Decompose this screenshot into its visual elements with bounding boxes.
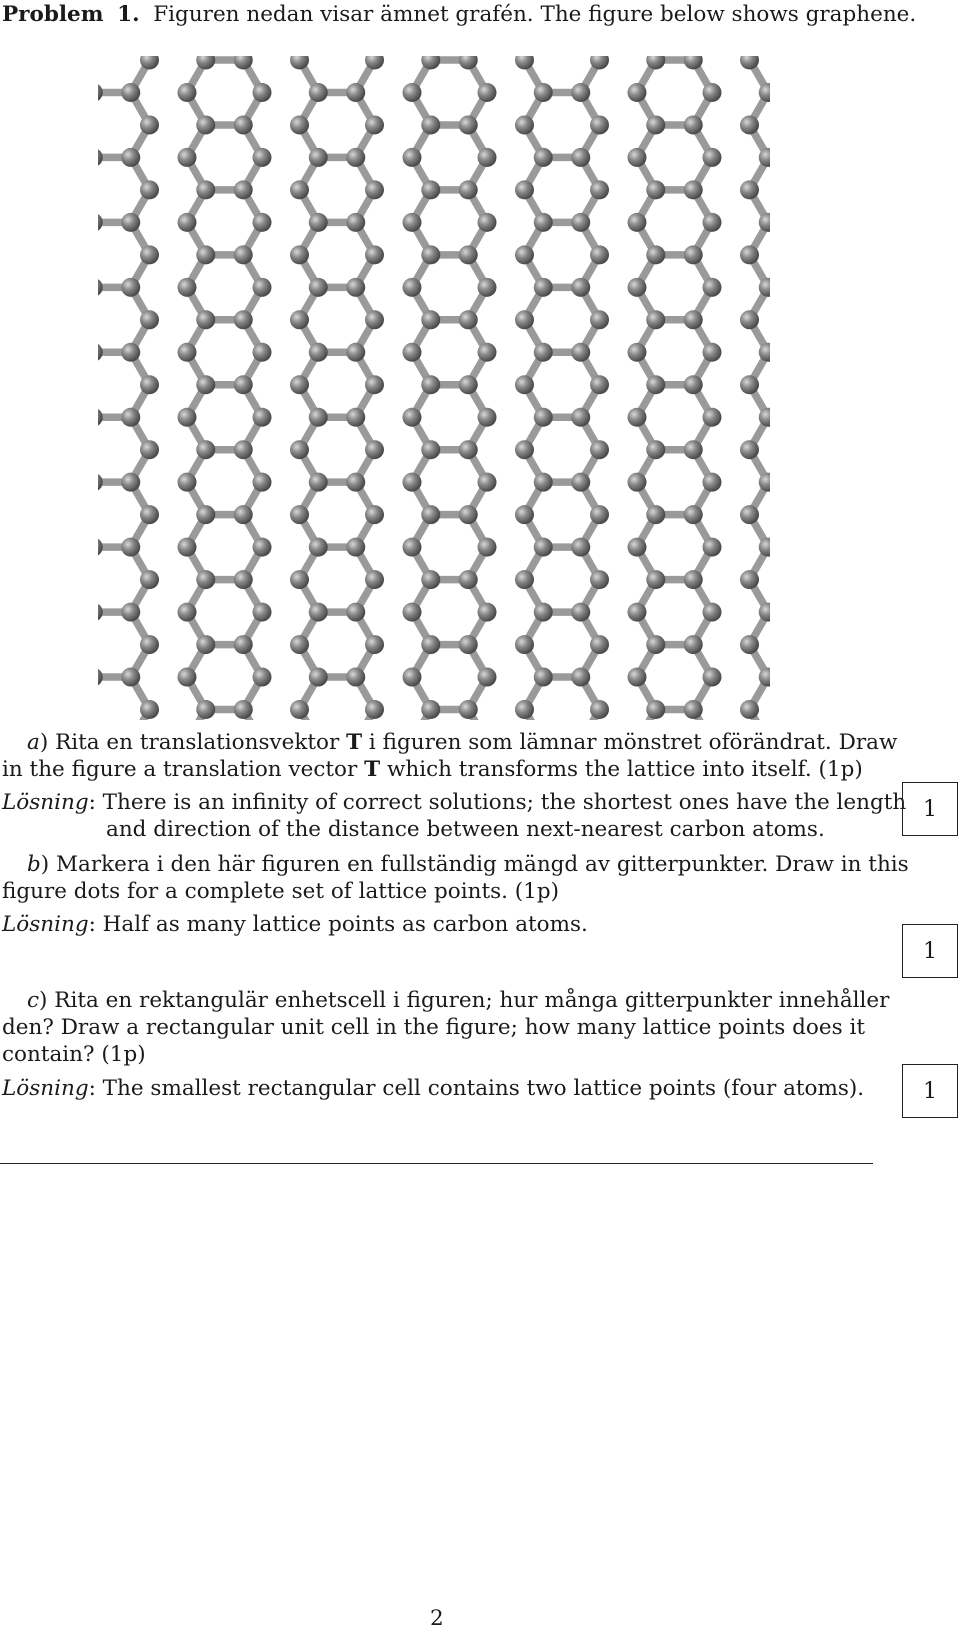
- carbon-atom: [403, 278, 422, 297]
- carbon-atom: [571, 278, 590, 297]
- carbon-atom: [309, 603, 328, 622]
- carbon-atom: [196, 115, 215, 134]
- carbon-atom: [178, 278, 197, 297]
- carbon-atom: [534, 343, 553, 362]
- carbon-atom: [290, 635, 309, 654]
- carbon-atom: [590, 700, 609, 719]
- carbon-atom: [534, 148, 553, 167]
- carbon-atom: [590, 440, 609, 459]
- carbon-atom: [684, 635, 703, 654]
- carbon-atom: [178, 213, 197, 232]
- carbon-atom: [421, 440, 440, 459]
- part-b-solution-line1: Lösning: Half as many lattice points as carbon atoms.: [2, 912, 588, 937]
- carbon-atom: [196, 505, 215, 524]
- carbon-atom: [121, 213, 140, 232]
- carbon-atom: [421, 180, 440, 199]
- carbon-atom: [196, 700, 215, 719]
- carbon-atom: [740, 115, 759, 134]
- carbon-atom: [98, 213, 103, 232]
- graphene-lattice-svg: [98, 56, 770, 720]
- carbon-atom: [234, 440, 253, 459]
- carbon-atom: [459, 635, 478, 654]
- carbon-atom: [628, 668, 647, 687]
- carbon-atom: [178, 408, 197, 427]
- part-b-line1: b) Markera i den här figuren en fullständig mängd av gitterpunkter. Draw in this: [27, 852, 909, 877]
- carbon-atom: [196, 440, 215, 459]
- carbon-atom: [684, 115, 703, 134]
- carbon-atom: [646, 115, 665, 134]
- carbon-atom: [646, 505, 665, 524]
- part-a-solution-line2: and direction of the distance between next-nearest carbon atoms.: [106, 817, 825, 842]
- carbon-atom: [140, 180, 159, 199]
- carbon-atom: [365, 310, 384, 329]
- carbon-atom: [290, 700, 309, 719]
- carbon-atom: [703, 213, 722, 232]
- carbon-atom: [346, 148, 365, 167]
- carbon-atom: [253, 278, 272, 297]
- carbon-atom: [140, 375, 159, 394]
- carbon-atom: [421, 310, 440, 329]
- carbon-atom: [140, 505, 159, 524]
- carbon-atom: [178, 148, 197, 167]
- carbon-atom: [196, 635, 215, 654]
- carbon-atom: [346, 83, 365, 102]
- carbon-atom: [571, 83, 590, 102]
- carbon-atom: [515, 180, 534, 199]
- carbon-atom: [740, 245, 759, 264]
- part-c-letter: c: [27, 988, 40, 1013]
- solution-label: Lösning: [2, 1076, 89, 1101]
- carbon-atom: [253, 668, 272, 687]
- carbon-atom: [459, 245, 478, 264]
- carbon-atom: [515, 700, 534, 719]
- carbon-atom: [515, 310, 534, 329]
- carbon-atom: [421, 245, 440, 264]
- carbon-atom: [121, 148, 140, 167]
- carbon-atom: [196, 180, 215, 199]
- carbon-atom: [703, 603, 722, 622]
- carbon-atom: [234, 375, 253, 394]
- carbon-atom: [98, 83, 103, 102]
- carbon-atom: [703, 538, 722, 557]
- carbon-atom: [290, 310, 309, 329]
- carbon-atom: [740, 440, 759, 459]
- carbon-atom: [590, 245, 609, 264]
- carbon-atom: [421, 700, 440, 719]
- carbon-atom: [628, 473, 647, 492]
- carbon-atom: [234, 635, 253, 654]
- carbon-atom: [534, 278, 553, 297]
- carbon-atom: [98, 538, 103, 557]
- carbon-atom: [590, 570, 609, 589]
- carbon-atom: [253, 408, 272, 427]
- carbon-atom: [121, 278, 140, 297]
- carbon-atom: [309, 538, 328, 557]
- part-a-score-box: 1: [902, 782, 958, 836]
- carbon-atom: [515, 440, 534, 459]
- carbon-atom: [403, 83, 422, 102]
- carbon-atom: [459, 700, 478, 719]
- carbon-atom: [403, 408, 422, 427]
- carbon-atom: [121, 343, 140, 362]
- carbon-atom: [253, 148, 272, 167]
- carbon-atom: [403, 603, 422, 622]
- carbon-atom: [365, 440, 384, 459]
- carbon-atom: [178, 603, 197, 622]
- carbon-atom: [309, 408, 328, 427]
- section-divider: [0, 1163, 873, 1164]
- carbon-atom: [121, 473, 140, 492]
- carbon-atom: [196, 245, 215, 264]
- carbon-atom: [646, 440, 665, 459]
- carbon-atom: [253, 538, 272, 557]
- carbon-atom: [684, 700, 703, 719]
- problem-heading: [2, 2, 916, 28]
- carbon-atom: [253, 213, 272, 232]
- carbon-atom: [346, 213, 365, 232]
- carbon-atom: [140, 440, 159, 459]
- carbon-atom: [253, 83, 272, 102]
- carbon-atom: [534, 83, 553, 102]
- carbon-atom: [740, 180, 759, 199]
- carbon-atom: [478, 83, 497, 102]
- carbon-atom: [365, 635, 384, 654]
- carbon-atom: [346, 278, 365, 297]
- carbon-atom: [703, 278, 722, 297]
- carbon-atom: [365, 180, 384, 199]
- carbon-atom: [684, 180, 703, 199]
- carbon-atom: [534, 668, 553, 687]
- carbon-atom: [478, 343, 497, 362]
- carbon-atom: [346, 408, 365, 427]
- carbon-atom: [365, 245, 384, 264]
- page-number: 2: [430, 1606, 444, 1631]
- carbon-atom: [703, 668, 722, 687]
- carbon-atom: [234, 700, 253, 719]
- carbon-atom: [590, 635, 609, 654]
- carbon-atom: [628, 148, 647, 167]
- carbon-atom: [459, 570, 478, 589]
- carbon-atom: [590, 505, 609, 524]
- carbon-atom: [346, 538, 365, 557]
- carbon-atom: [590, 310, 609, 329]
- carbon-atom: [196, 570, 215, 589]
- carbon-atom: [140, 700, 159, 719]
- carbon-atom: [421, 635, 440, 654]
- carbon-atom: [459, 115, 478, 134]
- carbon-atom: [478, 278, 497, 297]
- part-a-line1: a) Rita en translationsvektor T i figuren som lämnar mönstret oförändrat. Draw: [27, 730, 898, 755]
- carbon-atom: [740, 505, 759, 524]
- carbon-atom: [571, 603, 590, 622]
- part-a-solution-line1: Lösning: There is an infinity of correct solutions; the shortest ones have the length: [2, 790, 907, 815]
- carbon-atom: [628, 603, 647, 622]
- carbon-atom: [290, 570, 309, 589]
- carbon-atom: [478, 213, 497, 232]
- carbon-atom: [290, 505, 309, 524]
- carbon-atom: [646, 700, 665, 719]
- carbon-atom: [571, 408, 590, 427]
- carbon-atom: [684, 570, 703, 589]
- carbon-atom: [571, 148, 590, 167]
- carbon-atom: [178, 343, 197, 362]
- carbon-atom: [178, 83, 197, 102]
- carbon-atom: [98, 278, 103, 297]
- problem-intro: Figuren nedan visar ämnet grafén. The figure below shows graphene.: [153, 2, 917, 27]
- carbon-atom: [290, 180, 309, 199]
- carbon-atom: [346, 343, 365, 362]
- part-b-score-box: 1: [902, 924, 958, 978]
- carbon-atom: [628, 408, 647, 427]
- carbon-atom: [403, 343, 422, 362]
- carbon-atom: [478, 148, 497, 167]
- carbon-atom: [459, 375, 478, 394]
- problem-label: Problem: [2, 2, 104, 27]
- carbon-atom: [234, 115, 253, 134]
- carbon-atom: [403, 473, 422, 492]
- carbon-atom: [121, 408, 140, 427]
- carbon-atom: [684, 440, 703, 459]
- carbon-atom: [365, 700, 384, 719]
- carbon-atom: [459, 505, 478, 524]
- carbon-atom: [196, 375, 215, 394]
- carbon-atom: [140, 245, 159, 264]
- carbon-atom: [628, 83, 647, 102]
- carbon-atom: [309, 213, 328, 232]
- part-a-letter: a: [27, 730, 40, 755]
- carbon-atom: [403, 538, 422, 557]
- carbon-atom: [98, 473, 103, 492]
- carbon-atom: [421, 505, 440, 524]
- carbon-atom: [590, 115, 609, 134]
- carbon-atom: [403, 668, 422, 687]
- carbon-atom: [684, 375, 703, 394]
- carbon-atom: [534, 473, 553, 492]
- carbon-atom: [684, 505, 703, 524]
- carbon-atom: [571, 473, 590, 492]
- carbon-atom: [628, 538, 647, 557]
- carbon-atom: [309, 668, 328, 687]
- carbon-atom: [346, 668, 365, 687]
- solution-label: Lösning: [2, 790, 89, 815]
- carbon-atom: [178, 473, 197, 492]
- carbon-atom: [703, 408, 722, 427]
- carbon-atom: [628, 343, 647, 362]
- carbon-atom: [253, 343, 272, 362]
- part-b-letter: b: [27, 852, 41, 877]
- carbon-atom: [365, 505, 384, 524]
- carbon-atom: [515, 570, 534, 589]
- carbon-atom: [515, 245, 534, 264]
- carbon-atom: [459, 310, 478, 329]
- carbon-atom: [646, 635, 665, 654]
- carbon-atom: [534, 213, 553, 232]
- part-c-score-box: 1: [902, 1064, 958, 1118]
- carbon-atom: [571, 213, 590, 232]
- carbon-atom: [478, 538, 497, 557]
- carbon-atom: [684, 310, 703, 329]
- carbon-atom: [421, 115, 440, 134]
- carbon-atom: [140, 115, 159, 134]
- carbon-atom: [309, 278, 328, 297]
- carbon-atom: [478, 473, 497, 492]
- carbon-atom: [234, 505, 253, 524]
- carbon-atom: [703, 83, 722, 102]
- carbon-atom: [234, 310, 253, 329]
- graphene-lattice-figure: [98, 56, 770, 720]
- carbon-atom: [98, 343, 103, 362]
- part-b-line2: figure dots for a complete set of lattice points. (1p): [2, 879, 560, 904]
- carbon-atom: [571, 343, 590, 362]
- carbon-atom: [121, 83, 140, 102]
- carbon-atom: [346, 603, 365, 622]
- part-c-line2: den? Draw a rectangular unit cell in the figure; how many lattice points does it: [2, 1015, 865, 1040]
- carbon-atom: [740, 310, 759, 329]
- carbon-atom: [628, 278, 647, 297]
- carbon-atom: [121, 603, 140, 622]
- carbon-atom: [646, 375, 665, 394]
- carbon-atom: [703, 343, 722, 362]
- carbon-atom: [740, 700, 759, 719]
- problem-number: 1.: [117, 2, 140, 27]
- carbon-atom: [740, 375, 759, 394]
- carbon-atom: [346, 473, 365, 492]
- carbon-atom: [290, 245, 309, 264]
- carbon-atom: [478, 603, 497, 622]
- carbon-atom: [571, 668, 590, 687]
- carbon-atom: [646, 570, 665, 589]
- carbon-atom: [421, 570, 440, 589]
- carbon-atom: [178, 538, 197, 557]
- carbon-atom: [515, 505, 534, 524]
- part-c-line3: contain? (1p): [2, 1042, 146, 1067]
- part-a-line2: in the figure a translation vector T which transforms the lattice into itself. (1p): [2, 757, 863, 782]
- carbon-atom: [459, 440, 478, 459]
- carbon-atom: [403, 213, 422, 232]
- carbon-atom: [515, 635, 534, 654]
- carbon-atom: [309, 473, 328, 492]
- carbon-atom: [98, 603, 103, 622]
- carbon-atom: [478, 668, 497, 687]
- carbon-atom: [534, 538, 553, 557]
- part-c-solution-line1: Lösning: The smallest rectangular cell contains two lattice points (four atoms).: [2, 1076, 865, 1101]
- carbon-atom: [234, 245, 253, 264]
- carbon-atom: [253, 473, 272, 492]
- carbon-atom: [534, 603, 553, 622]
- carbon-atom: [309, 343, 328, 362]
- carbon-atom: [196, 310, 215, 329]
- carbon-atom: [234, 570, 253, 589]
- carbon-atom: [590, 180, 609, 199]
- carbon-atom: [234, 180, 253, 199]
- carbon-atom: [365, 570, 384, 589]
- carbon-atom: [515, 115, 534, 134]
- carbon-atom: [534, 408, 553, 427]
- carbon-atom: [740, 635, 759, 654]
- carbon-atom: [365, 115, 384, 134]
- carbon-atom: [459, 180, 478, 199]
- carbon-atom: [703, 473, 722, 492]
- carbon-atom: [140, 310, 159, 329]
- carbon-atom: [646, 245, 665, 264]
- carbon-atom: [121, 538, 140, 557]
- vector-T: T: [346, 730, 363, 755]
- carbon-atom: [290, 115, 309, 134]
- carbon-atom: [140, 635, 159, 654]
- carbon-atom: [703, 148, 722, 167]
- carbon-atom: [121, 668, 140, 687]
- carbon-atom: [628, 213, 647, 232]
- carbon-atom: [290, 440, 309, 459]
- part-c-line1: c) Rita en rektangulär enhetscell i figuren; hur många gitterpunkter innehåller: [27, 988, 890, 1013]
- carbon-atom: [403, 148, 422, 167]
- carbon-atom: [515, 375, 534, 394]
- carbon-atom: [98, 148, 103, 167]
- carbon-atom: [98, 408, 103, 427]
- carbon-atom: [646, 310, 665, 329]
- carbon-atom: [253, 603, 272, 622]
- carbon-atom: [290, 375, 309, 394]
- carbon-atom: [421, 375, 440, 394]
- carbon-atom: [740, 570, 759, 589]
- carbon-atom: [309, 83, 328, 102]
- carbon-atom: [309, 148, 328, 167]
- carbon-atom: [684, 245, 703, 264]
- solution-label: Lösning: [2, 912, 89, 937]
- vector-T: T: [364, 757, 381, 782]
- carbon-atom: [178, 668, 197, 687]
- carbon-atom: [478, 408, 497, 427]
- carbon-atom: [571, 538, 590, 557]
- carbon-atom: [140, 570, 159, 589]
- carbon-atom: [98, 668, 103, 687]
- carbon-atom: [646, 180, 665, 199]
- carbon-atom: [590, 375, 609, 394]
- carbon-atom: [365, 375, 384, 394]
